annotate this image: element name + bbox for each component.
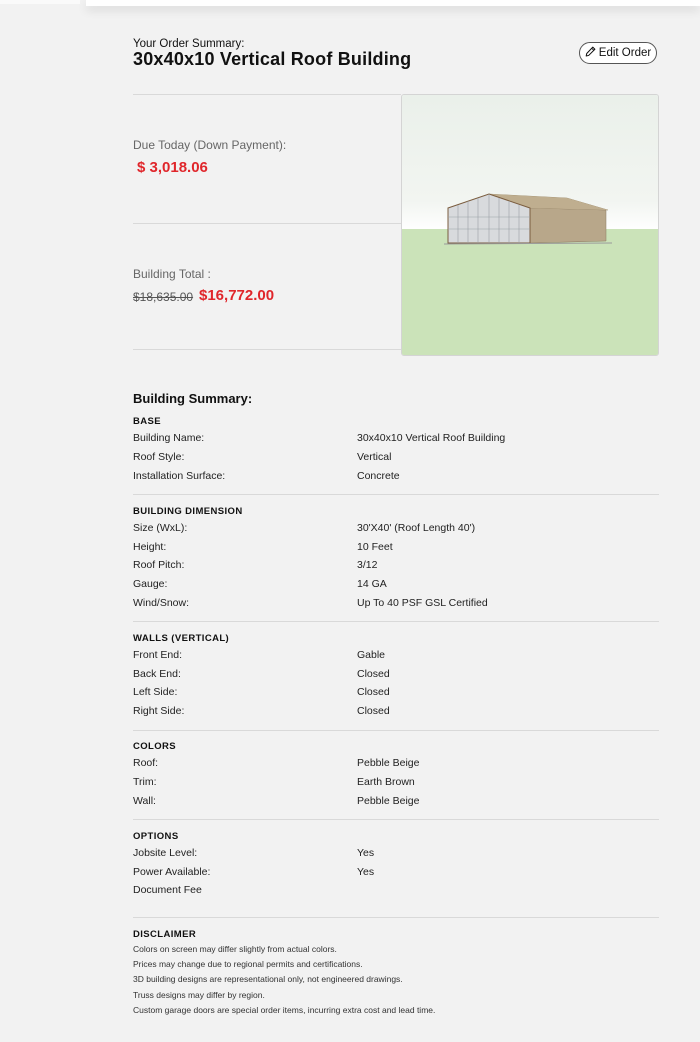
building-3d-preview[interactable] <box>401 94 659 356</box>
page-title: 30x40x10 Vertical Roof Building <box>133 49 412 69</box>
top-bar-edge <box>0 0 80 4</box>
building-render <box>402 95 659 356</box>
building-summary-title: Building Summary: <box>133 391 253 406</box>
row-value: Pebble Beige <box>357 795 420 807</box>
due-today-label: Due Today (Down Payment): <box>133 138 287 152</box>
row-value: 3/12 <box>357 559 378 571</box>
due-today-value: $ 3,018.06 <box>137 159 208 176</box>
row-label: Trim: <box>133 776 157 788</box>
row-value: 30x40x10 Vertical Roof Building <box>357 432 506 444</box>
row-label: Gauge: <box>133 578 168 590</box>
row-value: Yes <box>357 847 375 859</box>
disclaimer-line: Truss designs may differ by region. <box>133 990 265 1000</box>
row-label: Power Available: <box>133 866 211 878</box>
row-value: Closed <box>357 668 390 680</box>
row-label: Roof: <box>133 757 159 769</box>
section-colors-head: COLORS <box>133 741 177 752</box>
row-value: Yes <box>357 866 375 878</box>
row-label: Roof Pitch: <box>133 559 185 571</box>
disclaimer-line: 3D building designs are representational only, not engineered drawings. <box>133 974 403 984</box>
disclaimer-line: Prices may change due to regional permits and certifications. <box>133 959 363 969</box>
row-label: Building Name: <box>133 432 205 444</box>
row-value: Pebble Beige <box>357 757 420 769</box>
pencil-icon <box>585 46 596 60</box>
side-wall <box>530 208 606 243</box>
row-value: Closed <box>357 705 390 717</box>
row-label: Size (WxL): <box>133 522 188 534</box>
divider <box>133 94 401 95</box>
row-value: 30'X40' (Roof Length 40') <box>357 522 476 534</box>
discounted-price: $16,772.00 <box>199 287 275 304</box>
divider <box>133 494 659 495</box>
row-value: Up To 40 PSF GSL Certified <box>357 597 488 609</box>
row-value: Gable <box>357 649 386 661</box>
row-value: Concrete <box>357 470 400 482</box>
section-walls-head: WALLS (VERTICAL) <box>133 633 230 644</box>
row-label: Document Fee <box>133 884 202 896</box>
ground <box>402 229 659 356</box>
row-label: Wall: <box>133 795 156 807</box>
section-dimension-head: BUILDING DIMENSION <box>133 506 243 517</box>
edit-order-label: Edit Order <box>598 47 652 59</box>
top-bar <box>86 0 700 6</box>
row-value: 10 Feet <box>357 541 393 553</box>
row-label: Installation Surface: <box>133 470 226 482</box>
divider <box>133 223 401 224</box>
row-label: Left Side: <box>133 686 178 698</box>
row-value: Closed <box>357 686 390 698</box>
row-label: Right Side: <box>133 705 185 717</box>
section-base-head: BASE <box>133 416 161 427</box>
row-label: Front End: <box>133 649 183 661</box>
row-label: Jobsite Level: <box>133 847 198 859</box>
row-label: Back End: <box>133 668 181 680</box>
section-options-head: OPTIONS <box>133 831 179 842</box>
disclaimer-head: DISCLAIMER <box>133 929 197 940</box>
divider <box>133 730 659 731</box>
row-value: Vertical <box>357 451 392 463</box>
original-price: $18,635.00 <box>133 290 194 304</box>
row-label: Roof Style: <box>133 451 185 463</box>
divider <box>133 917 659 918</box>
row-value: 14 GA <box>357 578 387 590</box>
divider <box>133 819 659 820</box>
disclaimer-line: Custom garage doors are special order items, incurring extra cost and lead time. <box>133 1005 436 1015</box>
row-label: Wind/Snow: <box>133 597 190 609</box>
summary-kicker: Your Order Summary: <box>133 38 245 50</box>
disclaimer-line: Colors on screen may differ slightly from actual colors. <box>133 944 337 954</box>
building-total-label: Building Total : <box>133 267 211 281</box>
divider <box>133 621 659 622</box>
row-value: Earth Brown <box>357 776 415 788</box>
row-label: Height: <box>133 541 167 553</box>
edit-order-button[interactable] <box>579 42 657 64</box>
divider <box>133 349 401 350</box>
